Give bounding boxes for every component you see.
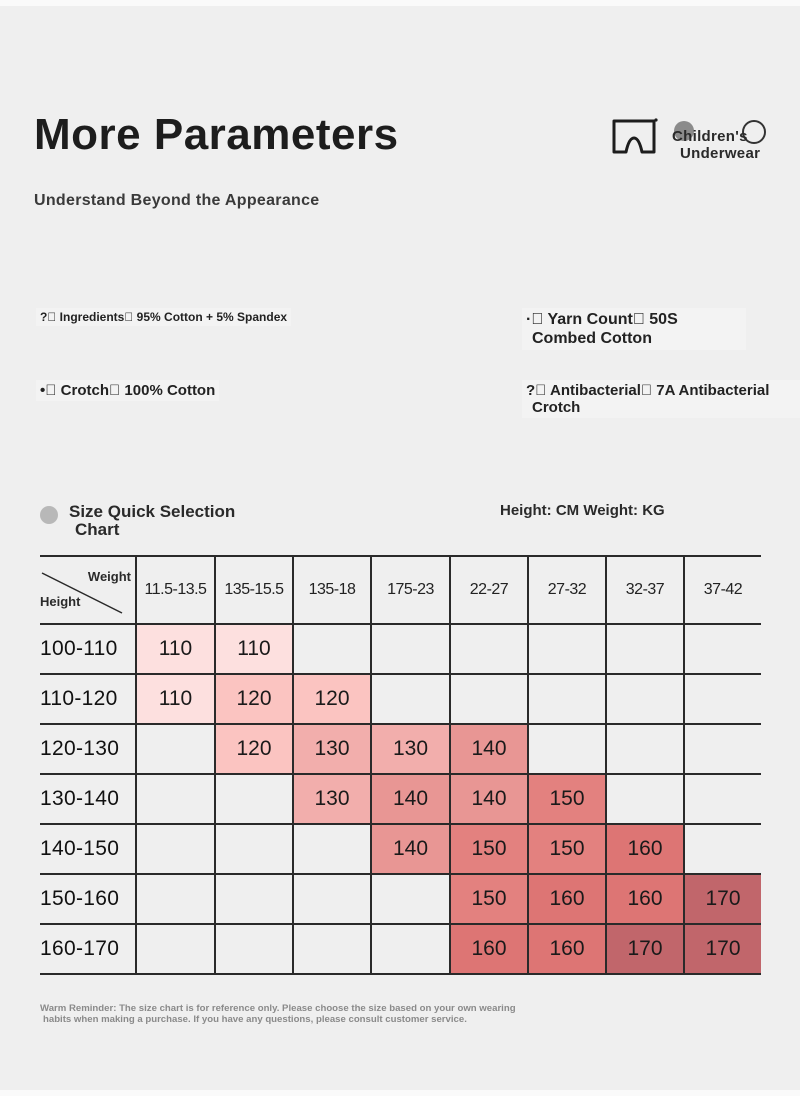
- size-cell: 170: [684, 924, 761, 974]
- param-yarn-line-2: Combed Cotton: [532, 330, 652, 347]
- size-cell: 160: [450, 924, 528, 974]
- table-row: [40, 874, 761, 924]
- size-cell: [215, 774, 293, 824]
- brand-logo: [612, 118, 792, 168]
- size-chart-title-line-2: Chart: [75, 520, 120, 539]
- size-cell: 110: [215, 624, 293, 674]
- weight-column-header: 175-23: [371, 556, 450, 624]
- warm-reminder-line-1: Warm Reminder: The size chart is for reference only. Please choose the size based on your own wearing: [40, 1003, 516, 1014]
- size-cell: [215, 924, 293, 974]
- size-cell: 170: [684, 874, 761, 924]
- size-cell: 120: [215, 674, 293, 724]
- weight-column-header: 135-15.5: [215, 556, 293, 624]
- param-crotch: •  Crotch  100% Cotton: [36, 380, 219, 401]
- size-cell: 160: [606, 874, 684, 924]
- size-cell: [293, 624, 371, 674]
- param-yarn-count: [522, 308, 746, 350]
- param-antibacterial-line-1: ?  Antibacterial  7A Antibacterial: [526, 382, 770, 399]
- brand-line-2: Underwear: [680, 145, 761, 162]
- table-row: [40, 624, 761, 674]
- height-row-header: 110-120: [40, 674, 136, 724]
- param-antibacterial-line-2: Crotch: [532, 399, 581, 416]
- size-table: [40, 555, 761, 975]
- warm-reminder-line-2: habits when making a purchase. If you have any questions, please consult customer service.: [43, 1014, 467, 1025]
- table-row: [40, 724, 761, 774]
- param-antibacterial: [522, 380, 800, 418]
- height-row-header: 120-130: [40, 724, 136, 774]
- size-cell: [371, 924, 450, 974]
- weight-column-header: 37-42: [684, 556, 761, 624]
- size-cell: 160: [528, 924, 606, 974]
- size-cell: [293, 874, 371, 924]
- size-cell: [684, 774, 761, 824]
- brand-name: [672, 128, 760, 162]
- size-cell: 150: [450, 824, 528, 874]
- table-corner: [40, 556, 136, 624]
- size-cell: [293, 924, 371, 974]
- size-cell: [136, 774, 215, 824]
- size-cell: [136, 874, 215, 924]
- height-row-header: 100-110: [40, 624, 136, 674]
- size-cell: 130: [371, 724, 450, 774]
- height-row-header: 130-140: [40, 774, 136, 824]
- weight-column-header: 135-18: [293, 556, 371, 624]
- size-cell: 150: [528, 824, 606, 874]
- height-row-header: 140-150: [40, 824, 136, 874]
- size-cell: [684, 624, 761, 674]
- weight-column-header: 22-27: [450, 556, 528, 624]
- size-cell: 120: [293, 674, 371, 724]
- size-table-header-row: [40, 556, 761, 624]
- table-row: [40, 774, 761, 824]
- size-cell: 140: [450, 724, 528, 774]
- height-row-header: 160-170: [40, 924, 136, 974]
- size-cell: [528, 624, 606, 674]
- size-cell: [371, 624, 450, 674]
- size-cell: [371, 874, 450, 924]
- size-cell: [215, 874, 293, 924]
- diagonal-line-icon: [40, 557, 136, 625]
- size-cell: 150: [528, 774, 606, 824]
- size-cell: [684, 824, 761, 874]
- size-cell: [528, 674, 606, 724]
- size-cell: 140: [450, 774, 528, 824]
- size-cell: [684, 674, 761, 724]
- brand-line-1: Children's: [672, 128, 748, 145]
- size-cell: [684, 724, 761, 774]
- weight-column-header: 32-37: [606, 556, 684, 624]
- size-cell: [606, 774, 684, 824]
- size-chart-units: Height: CM Weight: KG: [500, 502, 665, 519]
- bullet-dot-icon: [40, 506, 58, 524]
- size-cell: 160: [528, 874, 606, 924]
- size-chart-title-line-1: Size Quick Selection: [69, 502, 236, 521]
- table-row: [40, 824, 761, 874]
- size-cell: 120: [215, 724, 293, 774]
- size-cell: 140: [371, 774, 450, 824]
- size-cell: [450, 674, 528, 724]
- page-subtitle: Understand Beyond the Appearance: [34, 192, 320, 209]
- size-cell: [293, 824, 371, 874]
- size-cell: 110: [136, 674, 215, 724]
- table-row: [40, 924, 761, 974]
- page-title: More Parameters: [34, 110, 399, 159]
- weight-column-header: 27-32: [528, 556, 606, 624]
- size-cell: 160: [606, 824, 684, 874]
- param-ingredients: ?  Ingredients  95% Cotton + 5% Spandex: [36, 308, 291, 326]
- size-cell: [136, 924, 215, 974]
- size-cell: [136, 724, 215, 774]
- size-cell: [606, 724, 684, 774]
- size-cell: 170: [606, 924, 684, 974]
- size-cell: 150: [450, 874, 528, 924]
- warm-reminder: [40, 1003, 640, 1025]
- size-cell: 130: [293, 774, 371, 824]
- size-cell: [215, 824, 293, 874]
- size-cell: [450, 624, 528, 674]
- corner-weight-label: Weight: [87, 569, 131, 584]
- size-cell: [528, 724, 606, 774]
- weight-column-header: 11.5-13.5: [136, 556, 215, 624]
- table-row: [40, 674, 761, 724]
- size-cell: 140: [371, 824, 450, 874]
- size-cell: [606, 624, 684, 674]
- size-cell: 130: [293, 724, 371, 774]
- size-cell: [606, 674, 684, 724]
- corner-height-label: Height: [40, 594, 81, 609]
- size-cell: 110: [136, 624, 215, 674]
- param-yarn-line-1: ·  Yarn Count  50S: [526, 311, 678, 328]
- size-cell: [371, 674, 450, 724]
- height-row-header: 150-160: [40, 874, 136, 924]
- size-chart-title: [69, 503, 235, 539]
- size-cell: [136, 824, 215, 874]
